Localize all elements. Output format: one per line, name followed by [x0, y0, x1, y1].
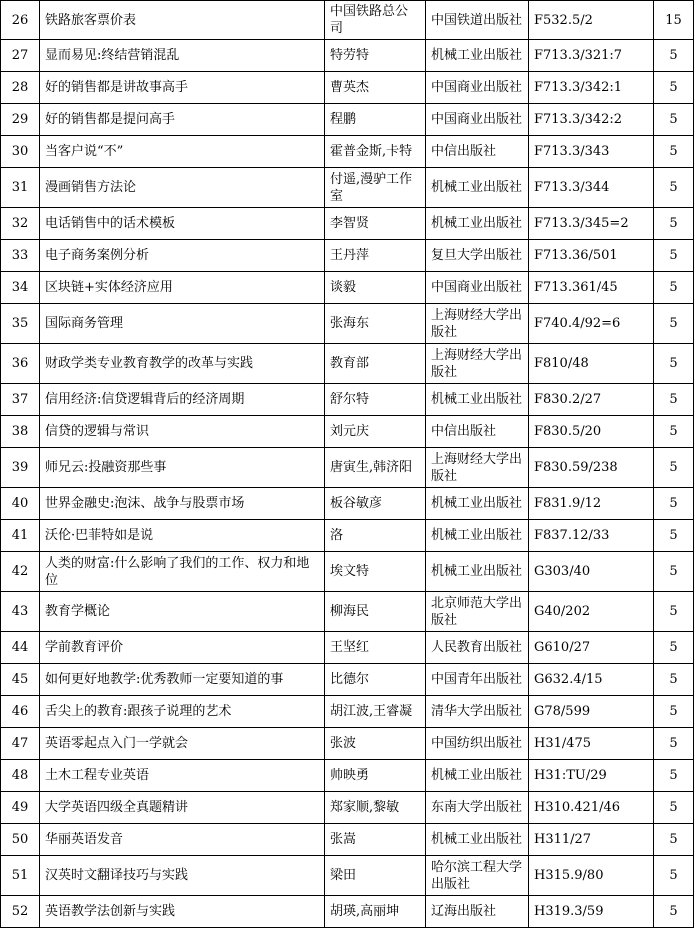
book-title: 好的销售都是讲故事高手	[40, 72, 325, 104]
book-publisher: 机械工业出版社	[426, 520, 529, 552]
book-publisher: 中信出版社	[426, 136, 529, 168]
book-publisher: 机械工业出版社	[426, 552, 529, 592]
book-author: 梁田	[325, 856, 426, 896]
book-title: 如何更好地教学:优秀教师一定要知道的事	[40, 664, 325, 696]
call-number: H31/475	[529, 728, 654, 760]
book-author: 埃文特	[325, 552, 426, 592]
call-number: F830.2/27	[529, 384, 654, 416]
table-row	[1, 488, 694, 520]
row-number: 51	[1, 856, 40, 896]
book-publisher: 东南大学出版社	[426, 792, 529, 824]
table-row	[1, 104, 694, 136]
copy-count: 5	[654, 592, 694, 632]
copy-count: 5	[654, 208, 694, 240]
table-row	[1, 520, 694, 552]
book-title: 信用经济:信贷逻辑背后的经济周期	[40, 384, 325, 416]
row-number: 33	[1, 240, 40, 272]
row-number: 42	[1, 552, 40, 592]
copy-count: 5	[654, 344, 694, 384]
row-number: 35	[1, 304, 40, 344]
book-title: 舌尖上的教育:跟孩子说理的艺术	[40, 696, 325, 728]
call-number: G632.4/15	[529, 664, 654, 696]
book-publisher: 中国商业出版社	[426, 104, 529, 136]
table-row	[1, 384, 694, 416]
book-publisher: 哈尔滨工程大学出版社	[426, 856, 529, 896]
book-title: 师兄云:投融资那些事	[40, 448, 325, 488]
copy-count: 5	[654, 136, 694, 168]
call-number: F810/48	[529, 344, 654, 384]
row-number: 36	[1, 344, 40, 384]
book-title: 好的销售都是提问高手	[40, 104, 325, 136]
copy-count: 5	[654, 272, 694, 304]
call-number: G78/599	[529, 696, 654, 728]
book-title: 国际商务管理	[40, 304, 325, 344]
table-row	[1, 792, 694, 824]
call-number: F830.59/238	[529, 448, 654, 488]
copy-count: 5	[654, 760, 694, 792]
book-title: 英语零起点入门一学就会	[40, 728, 325, 760]
table-row	[1, 664, 694, 696]
table-row	[1, 344, 694, 384]
row-number: 28	[1, 72, 40, 104]
table-row	[1, 760, 694, 792]
call-number: G610/27	[529, 632, 654, 664]
book-author: 胡江波,王睿凝	[325, 696, 426, 728]
book-publisher: 上海财经大学出版社	[426, 448, 529, 488]
book-author: 柳海民	[325, 592, 426, 632]
call-number: F713.3/343	[529, 136, 654, 168]
book-publisher: 中国铁道出版社	[426, 1, 529, 40]
table-row	[1, 856, 694, 896]
row-number: 43	[1, 592, 40, 632]
table-row	[1, 1, 694, 40]
book-title: 教育学概论	[40, 592, 325, 632]
table-row	[1, 40, 694, 72]
table-row	[1, 728, 694, 760]
book-author: 特劳特	[325, 40, 426, 72]
copy-count: 5	[654, 896, 694, 928]
book-publisher: 机械工业出版社	[426, 824, 529, 856]
call-number: G303/40	[529, 552, 654, 592]
copy-count: 5	[654, 240, 694, 272]
book-title: 区块链+实体经济应用	[40, 272, 325, 304]
copy-count: 5	[654, 40, 694, 72]
book-publisher: 机械工业出版社	[426, 384, 529, 416]
copy-count: 5	[654, 632, 694, 664]
book-publisher: 辽海出版社	[426, 896, 529, 928]
book-title: 信贷的逻辑与常识	[40, 416, 325, 448]
call-number: F713.3/345=2	[529, 208, 654, 240]
call-number: F831.9/12	[529, 488, 654, 520]
copy-count: 5	[654, 72, 694, 104]
call-number: F713.3/342:1	[529, 72, 654, 104]
call-number: F830.5/20	[529, 416, 654, 448]
book-publisher: 中信出版社	[426, 416, 529, 448]
book-title: 铁路旅客票价表	[40, 1, 325, 40]
book-author: 张海东	[325, 304, 426, 344]
call-number: H319.3/59	[529, 896, 654, 928]
book-publisher: 机械工业出版社	[426, 760, 529, 792]
copy-count: 5	[654, 168, 694, 208]
book-author: 程鹏	[325, 104, 426, 136]
copy-count: 5	[654, 448, 694, 488]
row-number: 26	[1, 1, 40, 40]
book-title: 沃伦·巴菲特如是说	[40, 520, 325, 552]
book-author: 曹英杰	[325, 72, 426, 104]
call-number: F740.4/92=6	[529, 304, 654, 344]
book-publisher: 中国商业出版社	[426, 272, 529, 304]
table-row	[1, 168, 694, 208]
table-body	[1, 1, 694, 928]
book-title: 电子商务案例分析	[40, 240, 325, 272]
book-publisher: 北京师范大学出版社	[426, 592, 529, 632]
copy-count: 5	[654, 416, 694, 448]
call-number: F713.3/344	[529, 168, 654, 208]
row-number: 52	[1, 896, 40, 928]
copy-count: 5	[654, 664, 694, 696]
table-row	[1, 272, 694, 304]
call-number: F532.5/2	[529, 1, 654, 40]
book-publisher: 中国纺织出版社	[426, 728, 529, 760]
row-number: 30	[1, 136, 40, 168]
book-title: 漫画销售方法论	[40, 168, 325, 208]
book-author: 刘元庆	[325, 416, 426, 448]
book-author: 王丹萍	[325, 240, 426, 272]
book-publisher: 机械工业出版社	[426, 168, 529, 208]
book-author: 帅映勇	[325, 760, 426, 792]
book-author: 张波	[325, 728, 426, 760]
call-number: F713.361/45	[529, 272, 654, 304]
book-author: 唐寅生,韩济阳	[325, 448, 426, 488]
table-row	[1, 592, 694, 632]
book-author: 板谷敏彦	[325, 488, 426, 520]
row-number: 27	[1, 40, 40, 72]
book-author: 谈毅	[325, 272, 426, 304]
book-title: 当客户说“不”	[40, 136, 325, 168]
book-author: 教育部	[325, 344, 426, 384]
book-author: 付遥,漫驴工作室	[325, 168, 426, 208]
copy-count: 5	[654, 728, 694, 760]
table-row	[1, 448, 694, 488]
call-number: F713.3/321:7	[529, 40, 654, 72]
book-publisher: 机械工业出版社	[426, 40, 529, 72]
book-author: 张嵩	[325, 824, 426, 856]
row-number: 39	[1, 448, 40, 488]
row-number: 45	[1, 664, 40, 696]
book-author: 比德尔	[325, 664, 426, 696]
call-number: F713.3/342:2	[529, 104, 654, 136]
book-author: 郑家顺,黎敏	[325, 792, 426, 824]
row-number: 44	[1, 632, 40, 664]
book-author: 胡瑛,高丽坤	[325, 896, 426, 928]
copy-count: 5	[654, 304, 694, 344]
book-publisher: 复旦大学出版社	[426, 240, 529, 272]
copy-count: 5	[654, 824, 694, 856]
row-number: 48	[1, 760, 40, 792]
table-row	[1, 72, 694, 104]
copy-count: 5	[654, 104, 694, 136]
table-row	[1, 416, 694, 448]
row-number: 37	[1, 384, 40, 416]
row-number: 50	[1, 824, 40, 856]
table-row	[1, 304, 694, 344]
call-number: G40/202	[529, 592, 654, 632]
row-number: 41	[1, 520, 40, 552]
table-row	[1, 552, 694, 592]
book-publisher: 中国青年出版社	[426, 664, 529, 696]
row-number: 49	[1, 792, 40, 824]
book-publisher: 中国商业出版社	[426, 72, 529, 104]
book-publisher: 上海财经大学出版社	[426, 344, 529, 384]
book-publisher: 机械工业出版社	[426, 488, 529, 520]
row-number: 29	[1, 104, 40, 136]
book-title: 电话销售中的话术模板	[40, 208, 325, 240]
table-row	[1, 208, 694, 240]
table-row	[1, 136, 694, 168]
call-number: H315.9/80	[529, 856, 654, 896]
book-title: 人类的财富:什么影响了我们的工作、权力和地位	[40, 552, 325, 592]
book-author: 中国铁路总公司	[325, 1, 426, 40]
row-number: 31	[1, 168, 40, 208]
copy-count: 5	[654, 520, 694, 552]
book-author: 霍普金斯,卡特	[325, 136, 426, 168]
table-row	[1, 824, 694, 856]
copy-count: 5	[654, 696, 694, 728]
row-number: 40	[1, 488, 40, 520]
book-title: 财政学类专业教育教学的改革与实践	[40, 344, 325, 384]
book-title: 华丽英语发音	[40, 824, 325, 856]
copy-count: 5	[654, 856, 694, 896]
book-title: 土木工程专业英语	[40, 760, 325, 792]
book-publisher: 清华大学出版社	[426, 696, 529, 728]
book-title: 世界金融史:泡沫、战争与股票市场	[40, 488, 325, 520]
book-publisher: 人民教育出版社	[426, 632, 529, 664]
book-title: 英语教学法创新与实践	[40, 896, 325, 928]
row-number: 34	[1, 272, 40, 304]
book-title: 学前教育评价	[40, 632, 325, 664]
call-number: H311/27	[529, 824, 654, 856]
book-author: 舒尔特	[325, 384, 426, 416]
book-publisher: 上海财经大学出版社	[426, 304, 529, 344]
book-publisher: 机械工业出版社	[426, 208, 529, 240]
book-author: 李智贤	[325, 208, 426, 240]
call-number: F713.36/501	[529, 240, 654, 272]
row-number: 32	[1, 208, 40, 240]
copy-count: 15	[654, 1, 694, 40]
table-row	[1, 696, 694, 728]
copy-count: 5	[654, 384, 694, 416]
call-number: H31:TU/29	[529, 760, 654, 792]
call-number: F837.12/33	[529, 520, 654, 552]
book-author: 王坚红	[325, 632, 426, 664]
row-number: 38	[1, 416, 40, 448]
table-row	[1, 632, 694, 664]
book-title: 汉英时文翻译技巧与实践	[40, 856, 325, 896]
copy-count: 5	[654, 552, 694, 592]
row-number: 47	[1, 728, 40, 760]
copy-count: 5	[654, 488, 694, 520]
row-number: 46	[1, 696, 40, 728]
copy-count: 5	[654, 792, 694, 824]
table-row	[1, 240, 694, 272]
book-title: 大学英语四级全真题精讲	[40, 792, 325, 824]
book-author: 洛	[325, 520, 426, 552]
book-title: 显而易见:终结营销混乱	[40, 40, 325, 72]
call-number: H310.421/46	[529, 792, 654, 824]
